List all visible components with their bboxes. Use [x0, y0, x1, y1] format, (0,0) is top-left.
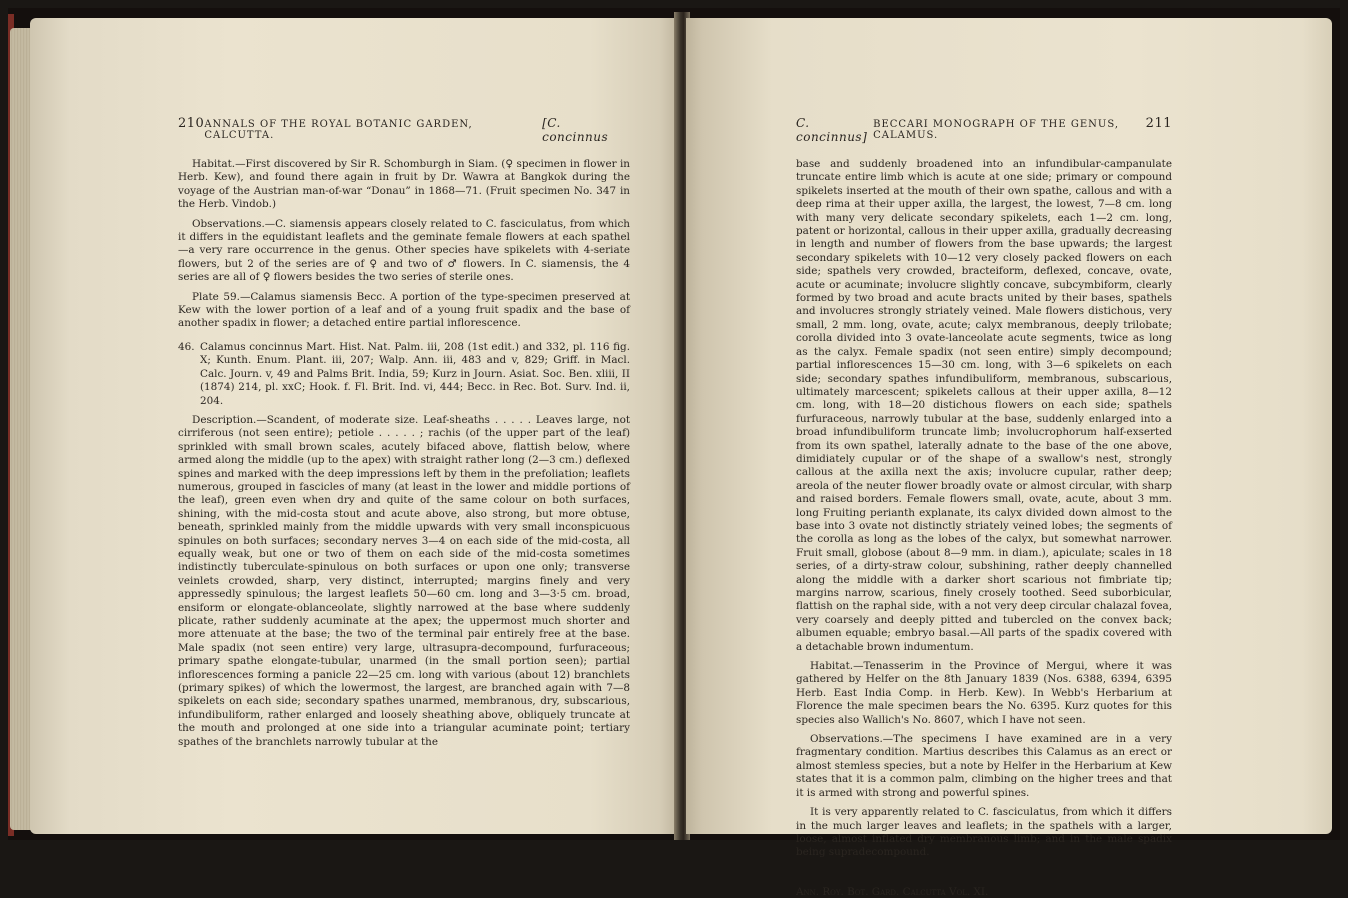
running-key: [C. concinnus — [542, 116, 609, 144]
page-number: 210 — [178, 116, 205, 131]
right-page-header — [796, 116, 1172, 144]
entry-text: Calamus concinnus Mart. Hist. Nat. Palm. iii, 208 (1st edit.) and 332, pl. 116 fig. X; Kunth. Enum. Plant. iii, 207; Walp. Ann. iii, 483 and v, 829; Griff. in Macl. Calc. Journ. v, 49 and Palms Brit. India, 59; Kurz in Journ. Asiat. Soc. Ben. xliii, II (1874) 214, pl. xxC; Hook. f. Fl. Brit. Ind. vi, 444; Becc. in Rec. Bot. Surv. Ind. ii, 204. — [200, 340, 630, 407]
habitat-paragraph: Habitat.—First discovered by Sir R. Schomburgh in Siam. (♀ specimen in flower in Herb. Kew), and found there again in fruit by Dr. Wawra at Bangkok during the voyage of the Austrian man-of-war “Donau” in 1868—71. (Fruit specimen No. 347 in the Herb. Vindob.) — [178, 158, 630, 211]
running-head: BECCARI MONOGRAPH OF THE GENUS, CALAMUS. — [873, 119, 1120, 141]
page-number: 211 — [1145, 116, 1172, 131]
left-page — [30, 18, 678, 834]
description-continued: base and suddenly broadened into an infundibular-campanulate truncate entire limb which is acute at one side; primary or compound spikelets inserted at the mouth of their own spathe, callous and with a deep rima at their upper axilla, the largest, the lowest, 7—8 cm. long with many very delicate secondary spikelets, each 1—2 cm. long, patent or horizontal, callous in their upper axilla, gradually decreasing in length and number of flowers from the base upwards; the largest secondary spikelets with 10—12 very closely packed flowers on each side; spathels very crowded, bracteiform, deflexed, concave, ovate, acute or acuminate; involucre slightly concave, subcymbiform, clearly formed by two broad and acute bracts united by their bases, spathels and involucres strongly striately veined. Male flowers distichous, very small, 2 mm. long, ovate, acute; calyx membranous, deeply trilobate; corolla divided into 3 ovate-lanceolate acute segments, twice as long as the calyx. Female spadix (not seen entire) simply decompound; partial inflorescences 15—30 cm. long, with 3—6 spikelets on each side; secondary spathes infundibuliform, membranous, subscarious, ultimately marcescent; spikelets callous at their upper axilla, 8—12 cm. long, with 18—20 distichous flowers on each side; spathels furfuraceous, narrowly tubular at the base, suddenly enlarged into a broad infundibuliform truncate limb; involucrophorum half-exserted from its own spathel, laterally adnate to the base of the one above, dimidiately cupular or of the shape of a swallow's nest, strongly callous at the axilla next the axis; involucre cupular, rather deep; areola of the neuter flower broadly ovate or almost circular, with sharp and raised borders. Female flowers small, ovate, acute, about 3 mm. long Fruiting perianth explanate, its calyx divided down almost to the base into 3 ovate not distinctly striately veined lobes; the segments of the corolla as long as the lobes of the calyx, but somewhat narrower. Fruit small, globose (about 8—9 mm. in diam.), apiculate; scales in 18 series, of a dirty-straw colour, subshining, rather deeply channelled along the middle with a darker short scarious not fimbriate tip; margins narrow, scarious, finely crosely toothed. Seed suborbicular, flattish on the raphal side, with a not very deep circular chalazal fovea, very coarsely and deeply pitted and tubercled on the convex back; albumen equable; embryo basal.—All parts of the spadix covered with a detachable brown indumentum. — [796, 158, 1173, 653]
observations-paragraph: Observations.—C. siamensis appears closely related to C. fasciculatus, from which it differs in the equidistant leaflets and the geminate female flowers at each spathel—a very rare occurrence in the genus. Other species have spikelets with 4-seriate flowers, but 2 of the series are of ♀ and two of ♂ flowers. In C. siamensis, the 4 series are all of ♀ flowers besides the two series of sterile ones. — [178, 217, 630, 284]
observations-paragraph-2: It is very apparently related to C. fasciculatus, from which it differs in the much larger leaves and leaflets; in the spathels with a larger, loose, almost inflated dry membranous limb; and in the male spadix being supradecompound. — [796, 806, 1172, 859]
entry-number: 46. — [178, 340, 195, 353]
page-footer: Ann. Roy. Bot. Gard. Calcutta Vol. XI. — [796, 885, 989, 898]
species-entry — [178, 341, 630, 408]
open-book — [8, 8, 1340, 898]
description-paragraph: Description.—Scandent, of moderate size. Leaf-sheaths . . . . . Leaves large, not cirriferous (not seen entire); petiole . . . . . ; rachis (of the upper part of the leaf) sprinkled with small brown scales, acutely bifaced above, flattish below, where armed along the middle (up to the apex) with straight rather long (2—3 cm.) deflexed spines and marked with the deep impressions left by them in the prefoliation; leaflets numerous, grouped in fascicles of many (at least in the lower and middle portions of the leaf), green even when dry and quite of the same colour on both surfaces, shining, with the mid-costa stout and acute above, also strong, but more obtuse, beneath, sprinkled mainly from the middle upwards with very small inconspicuous spinules on both surfaces; secondary nerves 3—4 on each side of the mid-costa, all equally weak, but one or two of them on each side of the mid-costa sometimes indistinctly tuberculate-spinulous on both surfaces or upon one only; transverse veinlets crowded, sharp, very distinct, interrupted; margins finely and very appressedly spinulous; the largest leaflets 50—60 cm. long and 3—3·5 cm. broad, ensiform or elongate-oblanceolate, slightly narrowed at the base where suddenly plicate, rather suddenly acuminate at the apex; the uppermost much shorter and more attenuate at the base; the two of the terminal pair entirely free at the base. Male spadix (not seen entire) very large, ultrasupra-decompound, furfuraceous; primary spathe elongate-tubular, unarmed (in the small portion seen); partial inflorescences forming a panicle 22—25 cm. long with various (about 12) branchlets (primary spikes) of which the lowermost, the largest, are branched again with 7—8 spikelets on each side; secondary spathes unarmed, membranous, dry, subscarious, infundibuliform, rather enlarged and loosely sheathing above, obliquely truncate at the mouth and prolonged at one side into a triangular acuminate point; tertiary spathes of the branchlets narrowly tubular at the — [178, 413, 630, 748]
running-head: ANNALS OF THE ROYAL BOTANIC GARDEN, CALCUTTA. — [204, 119, 473, 141]
running-key: C. concinnus] — [796, 116, 868, 144]
observations-paragraph: Observations.—The specimens I have examined are in a very fragmentary condition. Martius describes this Calamus as an erect or almost stemless species, but a note by Helfer in the Herbarium at Kew states that it is a common palm, climbing on the higher trees and that it is armed with strong and powerful spines. — [796, 733, 1172, 799]
habitat-paragraph: Habitat.—Tenasserim in the Province of Mergui, where it was gathered by Helfer on the 8th January 1839 (Nos. 6388, 6394, 6395 Herb. East India Comp. in Herb. Kew). In Webb's Herbarium at Florence the male specimen bears the No. 6395. Kurz quotes for this species also Wallich's No. 8607, which I have not seen. — [796, 660, 1172, 726]
plate-paragraph: Plate 59.—Calamus siamensis Becc. A portion of the type-specimen preserved at Kew with the lower portion of a leaf and of a young fruit spadix and the base of another spadix in flower; a detached entire partial inflorescence. — [178, 290, 630, 330]
left-page-header — [178, 116, 630, 144]
right-page — [686, 18, 1332, 898]
